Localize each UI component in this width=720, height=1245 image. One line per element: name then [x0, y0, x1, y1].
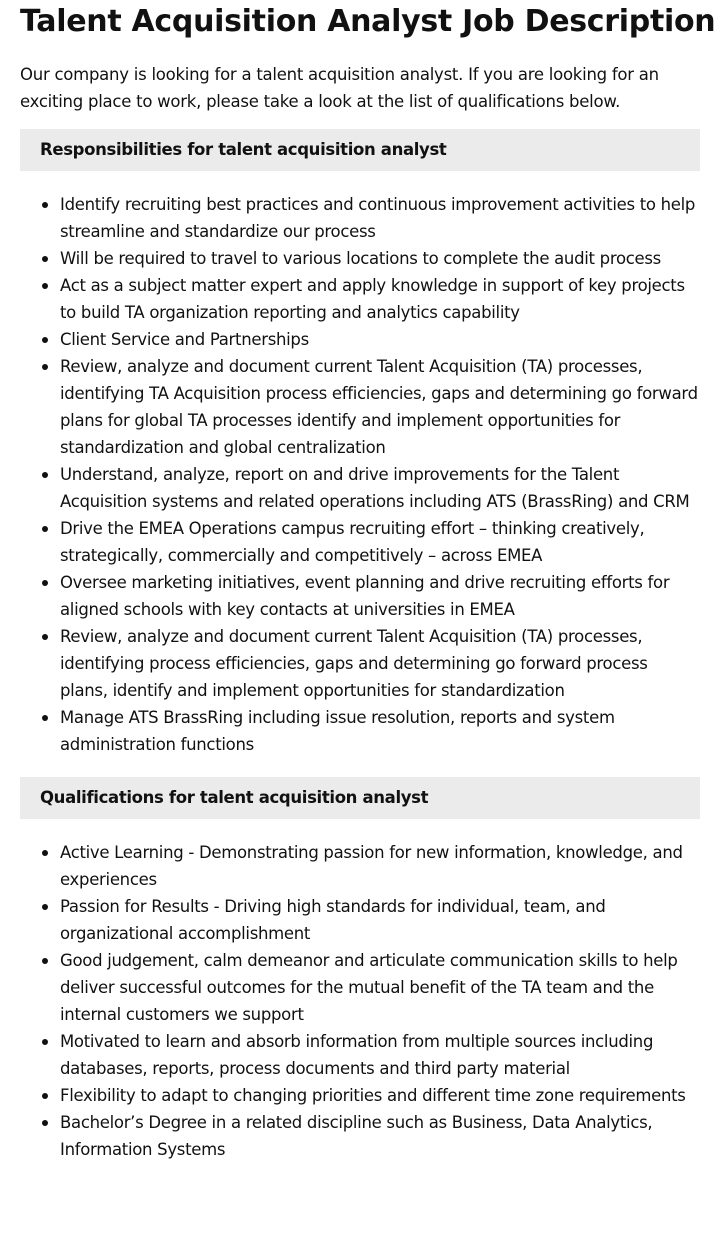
- bullet-icon: [42, 634, 48, 640]
- responsibility-item: [60, 704, 700, 758]
- page-title: Talent Acquisition Analyst Job Description: [20, 4, 716, 39]
- responsibility-text: Understand, analyze, report on and drive improvements for the Talent Acquisition systems and related operations including ATS (BrassRing) and CRM: [60, 465, 690, 511]
- qualification-text: Good judgement, calm demeanor and articulate communication skills to help deliver successful outcomes for the mutual benefit of the TA team and the internal customers we support: [60, 951, 678, 1024]
- responsibility-text: Identify recruiting best practices and continuous improvement activities to help streamline and standardize our process: [60, 195, 696, 241]
- bullet-icon: [42, 202, 48, 208]
- qualification-text: Motivated to learn and absorb information from multiple sources including databases, reports, process documents and third party material: [60, 1032, 654, 1078]
- bullet-icon: [42, 958, 48, 964]
- responsibility-text: Review, analyze and document current Talent Acquisition (TA) processes, identifying TA Acquisition process efficiencies, gaps and determining go forward plans for global TA processes identify and implement opportunities for standardization and global centralization: [60, 357, 698, 457]
- qualification-item: [60, 947, 700, 1028]
- bullet-icon: [42, 1093, 48, 1099]
- responsibility-item: [60, 245, 700, 272]
- qualification-text: Bachelor’s Degree in a related discipline such as Business, Data Analytics, Information Systems: [60, 1113, 653, 1159]
- qualification-text: Passion for Results - Driving high standards for individual, team, and organizational accomplishment: [60, 897, 606, 943]
- bullet-icon: [42, 256, 48, 262]
- bullet-icon: [42, 526, 48, 532]
- responsibility-text: Client Service and Partnerships: [60, 330, 309, 349]
- responsibility-text: Manage ATS BrassRing including issue resolution, reports and system administration functions: [60, 708, 615, 754]
- qualification-text: Flexibility to adapt to changing priorities and different time zone requirements: [60, 1086, 686, 1105]
- bullet-icon: [42, 1039, 48, 1045]
- responsibilities-heading: Responsibilities for talent acquisition analyst: [20, 129, 700, 171]
- responsibility-text: Drive the EMEA Operations campus recruiting effort – thinking creatively, strategically, commercially and competitively – across EMEA: [60, 519, 645, 565]
- qualifications-list: [20, 839, 700, 1163]
- responsibility-item: [60, 461, 700, 515]
- responsibilities-list: [20, 191, 700, 758]
- bullet-icon: [42, 283, 48, 289]
- responsibility-text: Will be required to travel to various locations to complete the audit process: [60, 249, 661, 268]
- qualification-item: [60, 1109, 700, 1163]
- qualification-text: Active Learning - Demonstrating passion for new information, knowledge, and experiences: [60, 843, 683, 889]
- qualification-item: [60, 839, 700, 893]
- responsibility-item: [60, 623, 700, 704]
- bullet-icon: [42, 364, 48, 370]
- bullet-icon: [42, 904, 48, 910]
- responsibility-item: [60, 272, 700, 326]
- intro-paragraph: Our company is looking for a talent acquisition analyst. If you are looking for an exciting place to work, please take a look at the list of qualifications below.: [20, 65, 659, 111]
- responsibility-text: Review, analyze and document current Talent Acquisition (TA) processes, identifying process efficiencies, gaps and determining go forward process plans, identify and implement opportunities for standardization: [60, 627, 648, 700]
- bullet-icon: [42, 715, 48, 721]
- bullet-icon: [42, 850, 48, 856]
- bullet-icon: [42, 1120, 48, 1126]
- bullet-icon: [42, 337, 48, 343]
- bullet-icon: [42, 472, 48, 478]
- responsibility-item: [60, 569, 700, 623]
- responsibility-text: Act as a subject matter expert and apply knowledge in support of key projects to build TA organization reporting and analytics capability: [60, 276, 685, 322]
- bullet-icon: [42, 580, 48, 586]
- responsibility-text: Oversee marketing initiatives, event planning and drive recruiting efforts for aligned schools with key contacts at universities in EMEA: [60, 573, 670, 619]
- qualification-item: [60, 893, 700, 947]
- responsibility-item: [60, 191, 700, 245]
- responsibility-item: [60, 326, 700, 353]
- responsibility-item: [60, 515, 700, 569]
- responsibility-item: [60, 353, 700, 461]
- qualifications-heading: Qualifications for talent acquisition analyst: [20, 777, 700, 819]
- qualification-item: [60, 1028, 700, 1082]
- qualification-item: [60, 1082, 700, 1109]
